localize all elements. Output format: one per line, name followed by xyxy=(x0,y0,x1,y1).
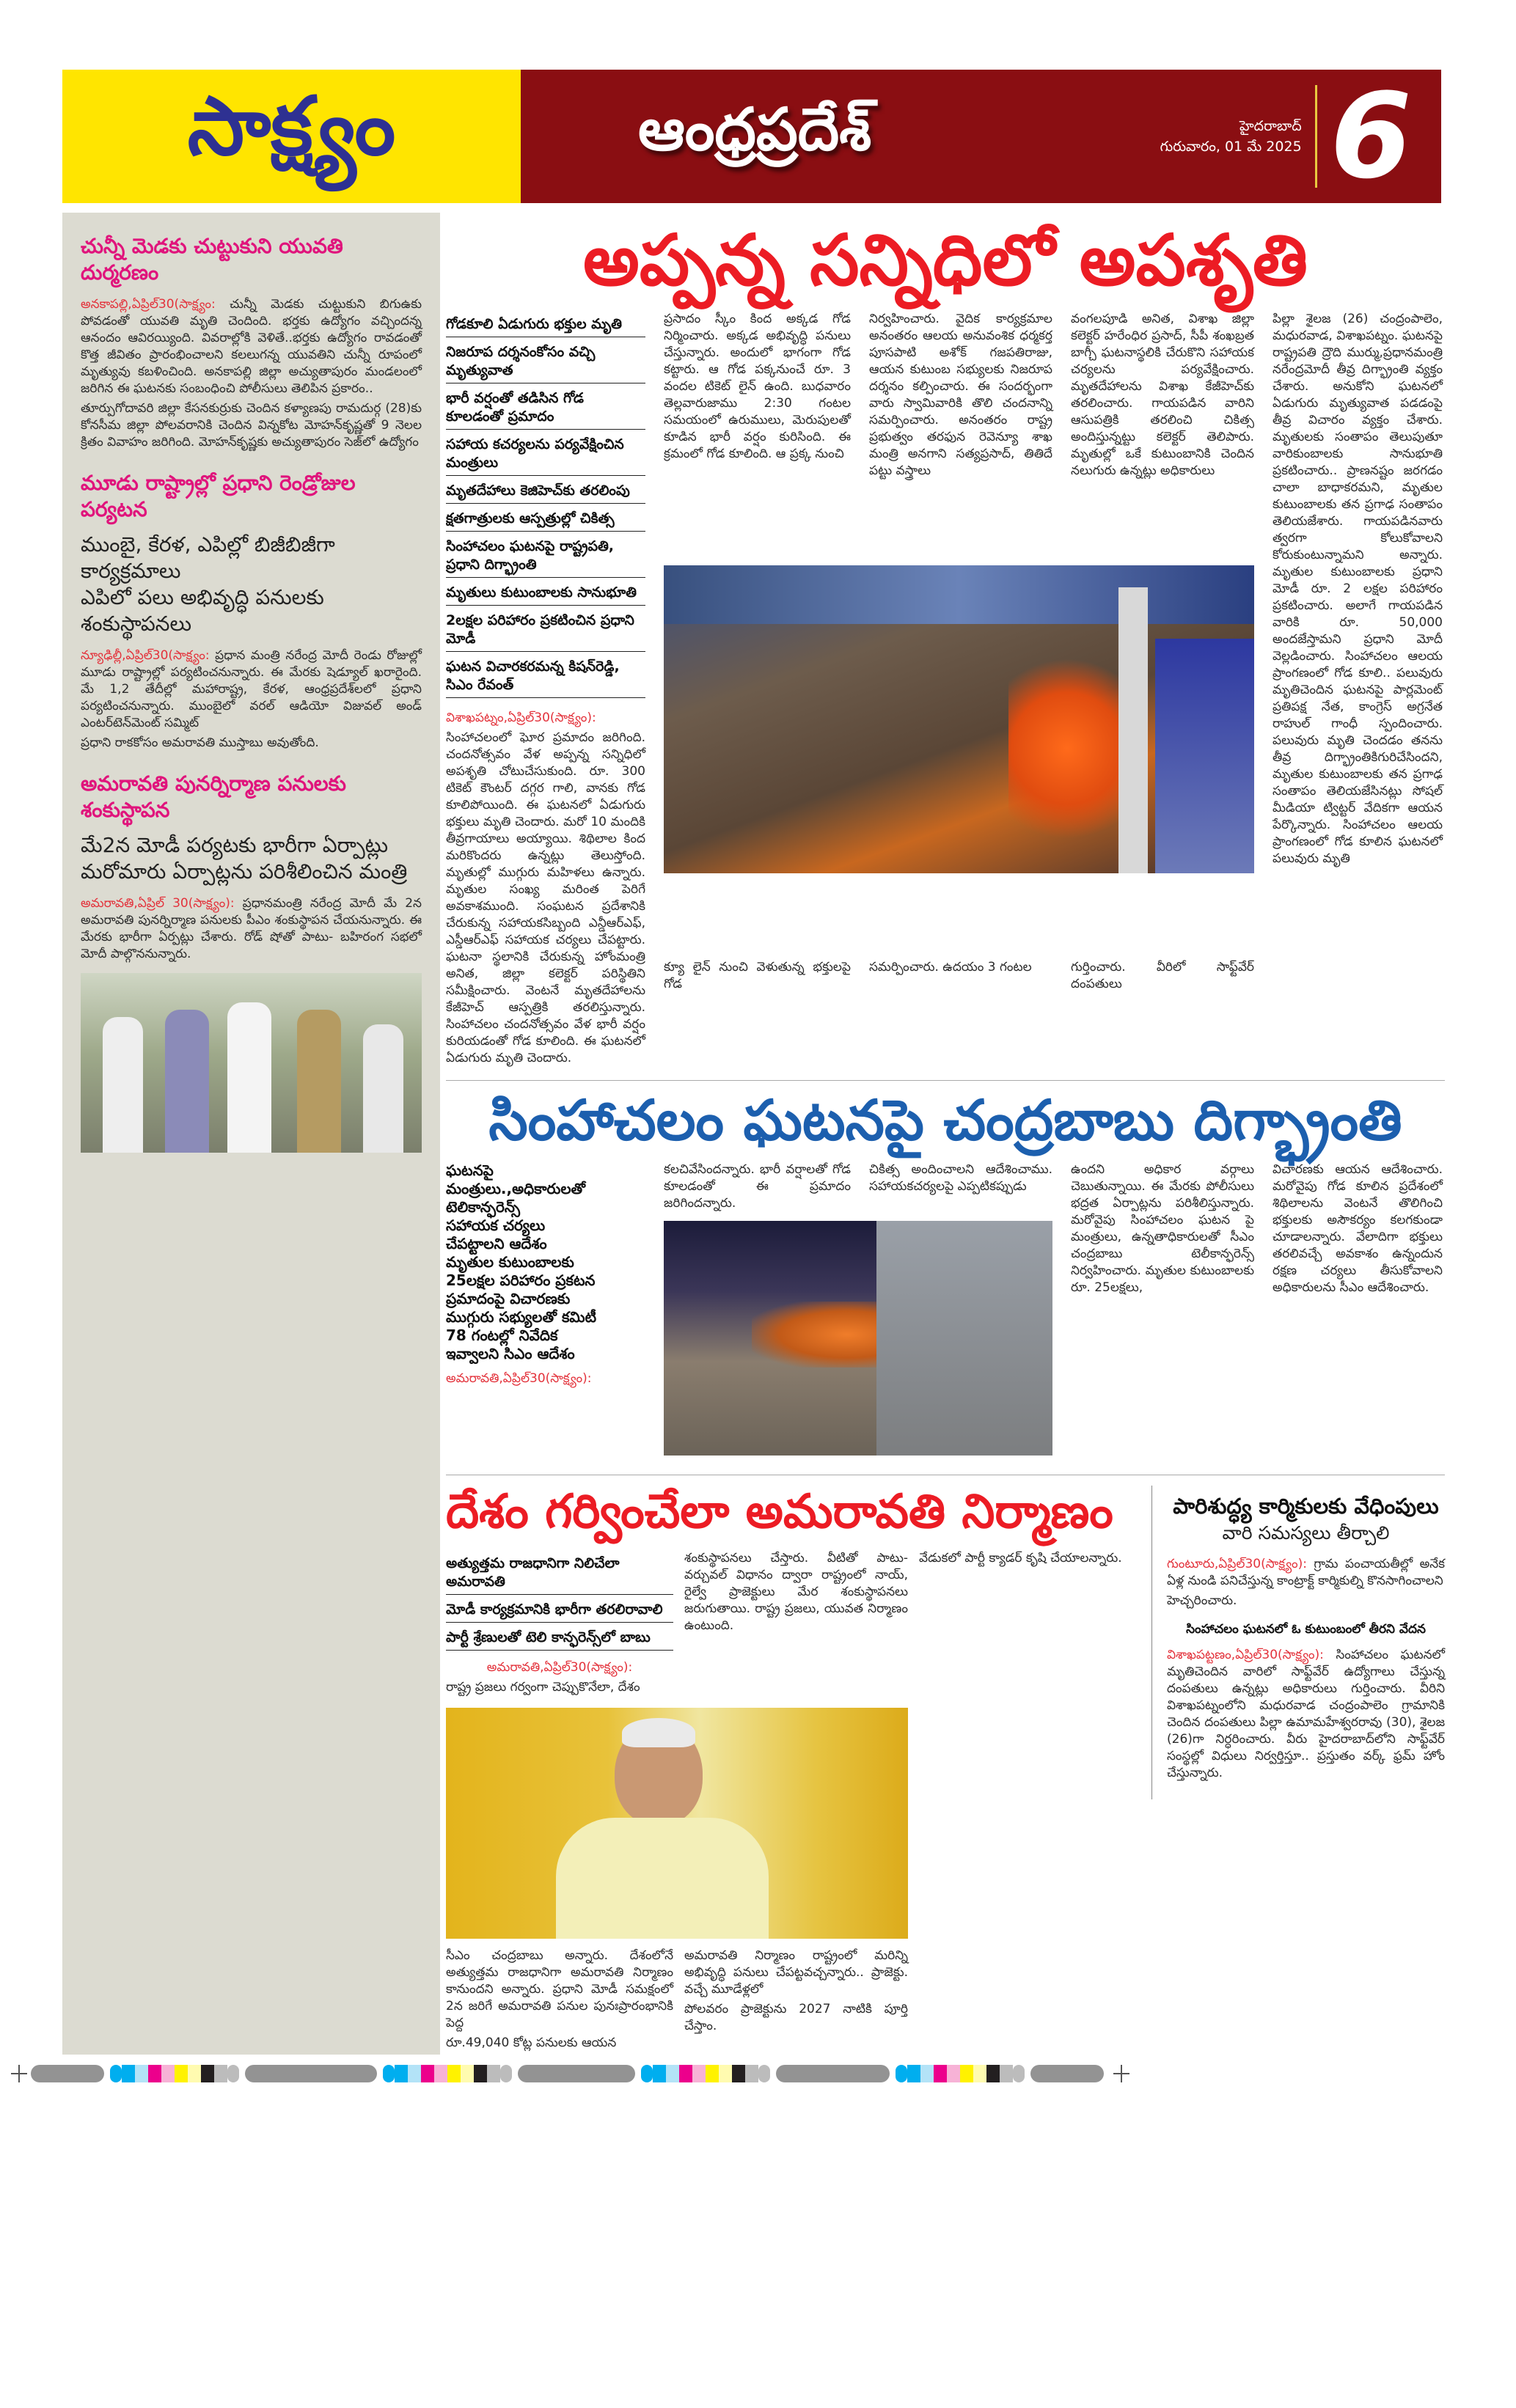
print-color-bar xyxy=(11,2065,1507,2082)
subhead-line: ఎపిలో పలు అభివృద్ధి పనులకు శంకుస్థాపనలు xyxy=(81,585,324,636)
main-column xyxy=(446,213,1445,2055)
gray-bar xyxy=(1030,2065,1104,2082)
paragraph: అమరావతి నిర్మాణం రాష్ట్రంలో మరిన్ని అభివృద్ధి పనులు చేపట్టవచ్చన్నారు.. ప్రాజెక్టు. వచ్చే మూడేళ్లలో xyxy=(684,1948,908,1997)
paragraph: రాష్ట్ర ప్రజలు గర్వంగా చెప్పుకొనేలా, దేశం xyxy=(446,1680,640,1695)
story3 xyxy=(446,1478,1139,2055)
color-swatch xyxy=(383,2065,395,2082)
paragraph: సింహాచలం ఘటనలో మృతిచెందిన వారిలో సాఫ్ట్‌వేర్ ఉద్యోగాలు చేస్తున్న దంపతులు ఉన్నట్లు అధికారులు గుర్తించారు. వీరిని విశాఖపట్నంలోని మధురవాడ చంద్రంపాలెం గ్రామానికి చెందిన దంపతులు పిల్లా ఉమామహేశ్వరరావు (30), శైలజ (26)గా నిర్ధరించారు. వీరు హైదరాబాద్‌లోని సాఫ్ట్‌వేర్ సంస్థల్లో విధులు నిర్వర్తిస్తూ.. ప్రస్తుతం వర్క్ ఫ్రమ్ హోం చేస్తున్నారు. xyxy=(1167,1648,1445,1780)
registration-mark-icon xyxy=(1113,2065,1129,2082)
story2-headline: సింహాచలం ఘటనపై చంద్రబాబు దిగ్భ్రాంతి xyxy=(488,1087,1402,1153)
section-band xyxy=(521,67,1441,205)
paragraph: గ్రామ పంచాయతీల్లో అనేక ఏళ్ల నుండి పనిచేస్తున్న కాంట్రాక్ట్ కార్మికుల్ని కొనసాగించాలని xyxy=(1167,1557,1446,1588)
color-swatch xyxy=(732,2065,745,2082)
color-swatch xyxy=(474,2065,487,2082)
subhead: మోడీ కార్యక్రమానికి భారీగా తరలిరావాలి xyxy=(446,1596,673,1623)
color-swatch xyxy=(653,2065,666,2082)
color-swatch xyxy=(161,2065,175,2082)
color-swatch xyxy=(973,2065,986,2082)
subhead-line: మే2న మోడీ పర్యటకు భారీగా ఏర్పాట్లు xyxy=(81,833,389,857)
sidebar-story3-headline: అమరావతి పునర్నిర్మాణ పనులకు శంకుస్థాపన xyxy=(81,771,346,822)
subhead-line: ముంబై, కేరళ, ఎపిల్లో బిజీబిజీగా కార్యక్రమాలు xyxy=(81,532,335,583)
color-swatch xyxy=(135,2065,148,2082)
subhead: సహాయ కచర్యలను పర్యవేక్షించిన మంత్రులు xyxy=(446,431,645,476)
right-box-sub-headline: సింహాచలం ఘటనలో ఓ కుటుంబంలో తీరని వేదన xyxy=(1186,1622,1426,1637)
color-swatch xyxy=(148,2065,161,2082)
right-box-body xyxy=(1167,1556,1445,1609)
paragraph: సింహాచలంలో ఘోర ప్రమాదం జరిగింది. చందనోత్సవం వేళ అప్పన్న సన్నిధిలో అపశృతి చోటుచేసుకుంది. రూ. 300 టికెట్ కౌంటర్ దగ్గర గాలి, వానకు గోడ కూలిపోయింది. ఈ ఘటనలో ఏడుగురు భక్తులు మృతి చెందారు. మరో 10 మందికి తీవ్రగాయాలు అయ్యాయి. శిథిలాల కింద మరికొందరు ఉన్నట్లు తెలుస్తోంది. మృతుల్లో ముగ్గురు మహిళలు ఉన్నారు. మృతుల సంఖ్య మరింత పెరిగే అవకాశముంది. సంఘటన ప్రదేశానికి చేరుకున్న సహాయకసిబ్బంది ఎన్డీఆర్ఎఫ్, ఎస్డీఆర్ఎఫ్ సహాయక చర్యలు చేపట్టారు. ఘటనా స్థలానికి చేరుకున్న హోంమంత్రి అనిత, జిల్లా కలెక్టర్ పరిస్థితిని సమీక్షించారు. వెంటనే మృతదేహాలను కేజీహెచ్ ఆస్పత్రికి తరలిస్తున్నారు. సింహాచలం చందనోత్సవం వేళ భారీ వర్షం కురియడంతో గోడ కూలింది. ఈ ఘటనలో ఏడుగురు మృతి చెందారు. xyxy=(446,730,645,1065)
paragraph: ప్రధానమంత్రి నరేంద్ర మోదీ మే 2న అమరావతి పునర్నిర్మాణ పనులకు పీఎం శంకుస్థాపన చేయనున్నారు. ఈ మేరకు భారీగా ఏర్పట్లు చేశారు. రోడ్ షోతో పాటు- బహిరంగ సభలో మోదీ పాల్గొననున్నారు. xyxy=(81,896,422,961)
lead-col3-bottom: సమర్పించారు. ఉదయం 3 గంటల xyxy=(869,960,1032,974)
subhead: ముగ్గురు సభ్యులతో కమిటీ xyxy=(446,1308,597,1326)
color-swatch xyxy=(758,2065,770,2082)
paragraph: సీఎం చంద్రబాబు అన్నారు. దేశంలోనే అత్యుత్తమ రాజధానిగా అమరావతి నిర్మాణం కానుందని అన్నారు. ప్రధాని మోడీ సమక్షంలో 2న జరిగే అమరావతి పనుల పునఃప్రారంభానికి పెద్ద xyxy=(446,1948,673,2030)
gray-bar xyxy=(31,2065,104,2082)
sidebar-photo-officials xyxy=(81,973,422,1153)
paragraph: ప్రధాన మంత్రి నరేంద్ర మోదీ రెండు రోజుల్లో మూడు రాష్ట్రాల్లో పర్యటించనున్నారు. ఈ మేరకు షెడ్యూల్ ఖరారైంది. మే 1,2 తేదీల్లో మహారాష్ట్ర, కేరళ, ఆంధ్రప్రదేశ్‌లలో ప్రధాని పర్యటించనున్నారు. ముంబైలో వరల్ ఆడియో విజువల్ అండ్ ఎంటర్‌టెన్‌మెంట్ సమ్మిట్ xyxy=(81,648,422,730)
story3-col2-end: పోలవరం ప్రాజెక్టును 2027 నాటికి పూర్తి చేస్తాం. xyxy=(684,2002,908,2033)
color-swatch xyxy=(960,2065,973,2082)
subhead: గోడకూలి ఏడుగురు భక్తుల మృతి xyxy=(446,311,645,337)
story2-col5: విచారణకు ఆయన ఆదేశించారు. మరోవైపు గోడ కూలిన ప్రదేశంలో శిథిలాలను వెంటనే తొలిగించి భక్తులకు అసౌకర్యం కలగకుండా చూడాలన్నారు. వేలాదిగా భక్తులు తరలివచ్చే అవకాశం ఉన్నందున రక్షణ చర్యలు తీసుకోవాలని అధికారులను సీఎం ఆదేశించారు. xyxy=(1273,1162,1443,1295)
story3-col2-bottom xyxy=(684,1948,908,2038)
story3-headline: దేశం గర్వించేలా అమరావతి నిర్మాణం xyxy=(446,1485,1113,1539)
lead-col1-body xyxy=(446,710,645,1067)
sidebar-story2 xyxy=(81,470,422,752)
color-swatch xyxy=(896,2065,907,2082)
story2-photo-collapsed-wall xyxy=(664,1221,1052,1456)
lead-story xyxy=(446,311,1445,1070)
story3-photo-chief-minister xyxy=(446,1708,908,1939)
color-swatch xyxy=(934,2065,947,2082)
dateline: గుంటూరు,ఏప్రిల్30(సాక్ష్యం): xyxy=(1167,1557,1307,1571)
lead-subheads xyxy=(446,311,645,698)
subhead: ప్రమాదంపై విచారణకు xyxy=(446,1290,571,1307)
subhead: భారీ వర్షంతో తడిసిన గోడ కూలడంతో ప్రమాదం xyxy=(446,385,645,430)
sidebar-story1-body xyxy=(81,296,422,451)
page-content xyxy=(62,213,1445,2055)
story2-col4: ఉందని అధికార వర్గాలు చెబుతున్నాయి. ఈ మేరకు పోలీసులు భద్రత ఏర్పాట్లను పరిశీలిస్తున్నారు. మరోవైపు సింహాచలం ఘటన పై మంత్రులు, ఉన్నతాధికారులతో సీఎం చంద్రబాబు టెలీకాన్ఫరెన్స్ నిర్వహించారు. మృతుల కుటుంబాలకు రూ. 25లక్షలు, xyxy=(1071,1162,1254,1295)
color-swatch xyxy=(1000,2065,1013,2082)
subhead: మృతుల కుటుంబాలకు xyxy=(446,1253,574,1271)
lead-col1 xyxy=(446,311,645,1070)
subhead: ఇవ్వాలని సిఎం ఆదేశం xyxy=(446,1345,575,1362)
color-swatch xyxy=(408,2065,421,2082)
subhead: 2లక్షల పరిహారం ప్రకటించిన ప్రధాని మోడీ xyxy=(446,607,645,652)
story3-col2-top: శంకుస్థాపనలు చేస్తారు. వీటితో పాటు- వర్చువల్ విధానం ద్వారా రాష్ట్రంలో నాయ్, రైల్వే ప్రాజెక్టులు మేర శంకుస్థాపనలు జరుగుతాయి. రాష్ట్ర ప్రజలు, యువత నిర్మాణం ఉంటుంది. xyxy=(684,1551,908,1633)
right-box-subhead: వారి సమస్యలు తీర్చాలి xyxy=(1222,1522,1390,1543)
subhead-line: మరోమారు ఏర్పాట్లను పరిశీలించిన మంత్రి xyxy=(81,859,408,884)
story3-col1-top xyxy=(446,1550,673,1699)
dateline: అమరావతి,ఏప్రిల్ 30(సాక్ష్యం): xyxy=(81,896,235,911)
story3-col3-end: వేడుకలో పార్టీ క్యాడర్ కృషి చేయాలన్నారు. xyxy=(919,1551,1122,1565)
subhead: పార్టీ శ్రేణులతో టెలి కాన్ఫరెన్స్‌లో బాబు xyxy=(446,1624,673,1651)
subhead: మంత్రులు.,అధికారులతో xyxy=(446,1180,586,1197)
right-box-body2 xyxy=(1167,1647,1445,1782)
story2 xyxy=(446,1161,1445,1464)
edition-city: హైదరాబాద్ xyxy=(1239,118,1302,134)
lead-col4-top: వంగలపూడి అనిత, విశాఖ జిల్లా కలెక్టర్ హరేంధిర ప్రసాద్, సీపీ శంఖబ్రత బాగ్చీ ఘటనాస్థలికి చేరుకొని సహాయక చర్యలను పర్యవేక్షించారు. మృతదేహాలను విశాఖ కేజీహెచ్‌కు తరలించారు. గాయపడిన వారిని ఆసుపత్రికి తరలించి చికిత్స అందిస్తున్నట్టు కలెక్టర్ తెలిపారు. మృతుల్లో ఒకే కుటుంబానికి చెందిన నలుగురు ఉన్నట్లు అధికారులు xyxy=(1071,312,1254,478)
color-swatch xyxy=(986,2065,1000,2082)
color-swatch xyxy=(461,2065,474,2082)
color-swatch xyxy=(745,2065,758,2082)
subhead: 78 గంటల్లో నివేదిక xyxy=(446,1326,558,1344)
subhead: టెలికాన్ఫరెన్స్ xyxy=(446,1198,521,1216)
subhead: క్షతగాత్రులకు ఆస్పత్రుల్లో చికిత్స xyxy=(446,505,645,532)
masthead xyxy=(62,67,1441,205)
subhead: సింహాచలం ఘటనపై రాష్ట్రపతి, ప్రధాని దిగ్భ్రాంతి xyxy=(446,533,645,578)
dateline: విశాఖపట్నం,ఏప్రిల్30(సాక్ష్యం): xyxy=(446,711,596,725)
logo-text: సాక్ష్యం xyxy=(187,79,396,173)
subhead: సహాయక చర్యలు xyxy=(446,1216,546,1234)
sidebar-story3 xyxy=(81,771,422,1153)
gray-bar xyxy=(245,2065,377,2082)
dateline: అమరావతి,ఏప్రిల్30(సాక్ష్యం): xyxy=(446,1371,592,1386)
color-swatch xyxy=(719,2065,732,2082)
subhead: మృతదేహాలు కెజిహెచ్‌కు తరలింపు xyxy=(446,477,645,504)
color-swatch xyxy=(110,2065,122,2082)
gray-bar xyxy=(518,2065,635,2082)
color-swatch xyxy=(666,2065,679,2082)
story2-subheads xyxy=(446,1161,645,1363)
paragraph: ప్రధాని రాకకోసం అమరావతి ముస్తాబు అవుతోంది. xyxy=(81,735,319,750)
story3-subheads xyxy=(446,1550,673,1651)
story3-col3 xyxy=(919,1550,1139,1570)
story3-lead xyxy=(446,1659,673,1696)
newspaper-logo xyxy=(62,70,521,203)
color-swatch xyxy=(175,2065,188,2082)
color-swatch xyxy=(201,2065,214,2082)
dateline: న్యూఢిల్లీ,ఏప్రిల్30(సాక్ష్యం: xyxy=(81,648,210,663)
subhead: మృతులు కుటుంబాలకు సానుభూతి xyxy=(446,579,645,606)
subhead: అత్యుత్తమ రాజధానిగా నిలిచేలా అమరావతి xyxy=(446,1550,673,1595)
right-box-body-end: హెచ్చరించారు. xyxy=(1167,1593,1237,1608)
dateline: విశాఖపట్టణం,ఏప్రిల్30(సాక్ష్యం): xyxy=(1167,1648,1324,1662)
subhead: ఘటనపై xyxy=(446,1161,494,1179)
story2-col2-top: కలచివేసిందన్నారు. భారీ వర్షాలతో గోడ కూలడంతో ఈ ప్రమాదం జరిగిందన్నారు. xyxy=(664,1162,851,1211)
color-swatch xyxy=(706,2065,719,2082)
sidebar-story1-headline: చున్నీ మెడకు చుట్టుకుని యువతి దుర్మరణం xyxy=(81,234,343,285)
color-swatch xyxy=(1013,2065,1025,2082)
lead-col5: పిల్లా శైలజ (26) చంద్రంపాలెం, మధురవాడ, విశాఖపట్నం. ఘటనపై రాష్ట్రపతి ద్రౌది ముర్ము,ప్రధానమంత్రి నరేంద్రమోదీ తీవ్ర దిగ్భ్రాంతి వ్యక్తం చేశారు. అనుకోని ఘటనలో ఏడుగురు మృత్యువాత పడడంపై తీవ్ర విచారం వ్యక్తం చేశారు. మృతులకు సంతాపం తెలుపుతూ వారికుంబాలకు సానుభూతి ప్రకటించారు.. ప్రాణనష్టం జరగడం చాలా బాధాకరమని, మృతుల కుటుంబాలకు తన ప్రగాఢ సంతాపం తెలియజేశారు. గాయపడినవారు త్వరగా కోలుకోవాలని కోరుకుంటున్నామని అన్నారు. మృతుల కుటుంబాలకు ప్రధాని మోడీ రూ. 2 లక్షల పరిహారం ప్రకటించారు. అలాగే గాయపడిన వారికి రూ. 50,000 అందజేస్తామని ప్రధాని మోదీ వెల్లడించారు. సింహాచలం ఆలయ ప్రాంగణంలో గోడ కూలి.. పలువురు మృతిచెందిన ఘటనపై పార్లమెంట్ ప్రతిపక్ష నేత, కాంగ్రెస్ అగ్రనేత రాహుల్ గాంధీ స్పందించారు. పలువురు మృతి చెందడం తనను తీవ్ర దిగ్భ్రాంతికిగురిచేసిందని, మృతుల కుటుంబాలకు తన ప్రగాఢ సంతాపం తెలియజేసినట్లు సోషల్ మీడియా ట్విట్టర్ వేదికగా ఆయన పేర్కొన్నారు. సింహాచలం ఆలయ ప్రాంగణంలో గోడ కూలిన ఘటనలో పలువురు మృతి xyxy=(1273,312,1443,866)
sidebar-story1 xyxy=(81,233,422,451)
lead-photo-rescue-operation xyxy=(664,565,1254,873)
paragraph: చున్నీ మెడకు చుట్టుకుని బిగుఉకు పోవడంతో యువతి మృతి చెందింది. భర్తకు ఉద్యోగం వచ్చిందన్న ఆనందం ఆవిరయ్యింది. వివరాల్లోకి వెళితే..భర్తకు ఉద్యోగం రావడంతో కొత్త జీవితం ప్రారంభించాలని కలలుగన్న యువతిని చున్నీ రూపంలో మృత్యువు కబళించింది. అనకాపల్లి జిల్లా అచ్యుతాపురం మండలంలో జరిగిన ఈ ఘటనకు సంబంధించి పోలీసులు తెలిపిన ప్రకారం.. xyxy=(81,297,422,396)
color-swatch xyxy=(214,2065,227,2082)
color-swatch xyxy=(227,2065,239,2082)
story3-col1-end: రూ.49,040 కోట్ల పనులకు ఆయన xyxy=(446,2036,617,2050)
color-swatch xyxy=(641,2065,653,2082)
sidebar-story2-headline: మూడు రాష్ట్రాల్లో ప్రధాని రెండ్రోజుల పర్యటన xyxy=(81,471,356,521)
gray-bar xyxy=(776,2065,890,2082)
story3-columns xyxy=(446,1550,1139,2055)
sidebar xyxy=(62,213,440,2055)
sidebar-story2-subhead xyxy=(81,532,422,637)
color-swatch xyxy=(447,2065,461,2082)
section-title: ఆంధ్రప్రదేశ్ xyxy=(638,95,872,164)
color-swatch xyxy=(500,2065,512,2082)
edition-date: గురువారం, 01 మే 2025 xyxy=(1160,139,1302,155)
subhead: 25లక్షల పరిహారం ప్రకటన xyxy=(446,1271,596,1289)
color-swatch xyxy=(487,2065,500,2082)
dateline: అనకాపల్లి,ఏప్రిల్30(సాక్ష్యం: xyxy=(81,297,216,312)
subhead: ఘటన విచారకరమన్న కిషన్‌రెడ్డి, సిఎం రేవంత్ xyxy=(446,653,645,698)
divider xyxy=(1315,85,1317,188)
story3-col1-bottom xyxy=(446,1948,673,2055)
right-box-story xyxy=(1151,1486,1445,1799)
dateline: అమరావతి,ఏప్రిల్30(సాక్ష్యం): xyxy=(486,1660,633,1675)
sidebar-story2-body xyxy=(81,647,422,752)
lead-col3-top: నిర్వహించారు. వైదిక కార్యక్రమాల అనంతరం ఆలయ అనువంశిక ధర్మకర్త పూసపాటి అశోక్ గజపతిరాజు, ఆయన కుటుంబ సభ్యులకు నిజరూప దర్శనం కల్పించారు. ఈ సందర్భంగా వారు స్వామివారికి తొలి చందనాన్ని సమర్పించారు. అనంతరం రాష్ట్ర ప్రభుత్వం తరఫున రెవెన్యూ శాఖ మంత్రి అనగాని సత్యప్రసాద్, తితిదే పట్టు వస్త్రాలు xyxy=(869,312,1052,478)
color-swatch xyxy=(679,2065,692,2082)
story2-col1 xyxy=(446,1161,645,1387)
sidebar-story3-body xyxy=(81,895,422,963)
color-swatch xyxy=(395,2065,408,2082)
sidebar-story3-subhead xyxy=(81,832,422,885)
story3-row xyxy=(446,1478,1445,2055)
color-swatch xyxy=(920,2065,934,2082)
divider xyxy=(446,1080,1445,1081)
color-swatch xyxy=(692,2065,706,2082)
story2-col3-top: చికిత్స అందించాలని ఆదేశించాము. సహాయకచర్యలపై ఎప్పటికప్పుడు xyxy=(869,1162,1052,1194)
subhead: నిజరూప దర్శనంకోసం వచ్చి మృత్యువాత xyxy=(446,339,645,383)
color-swatch xyxy=(421,2065,434,2082)
lead-col2-top: ప్రసాదం స్కీం కింద అక్కడ గోడ నిర్మించారు. అక్కడ అభివృద్ధి పనులు చేస్తున్నారు. అందులో భాగంగా గోడ కట్టారు. ఆ గోడ పక్కనుంచే రూ. 3 వందల టికెట్ లైన్ ఉంది. బుధవారం తెల్లవారుజాము 2:30 గంటల సమయంలో ఉరుములు, మెరుపులతో కూడిన భారీ వర్షం కురిసింది. ఈ క్రమంలో గోడ కూలింది. ఆ ప్రక్క నుంచి xyxy=(664,312,851,461)
color-swatch xyxy=(188,2065,201,2082)
paragraph: తూర్పుగోదావరి జిల్లా కేసనకుర్రుకు చెందిన కళ్యాణపు రామదుర్గ (28)కు కోనసీమ జిల్లా పోలవరానికి చెందిన విన్నకోట మోహన్‌కృష్ణతో 9 నెలల క్రితం వివాహం జరిగింది. మోహన్‌కృష్ణకు అచ్యుతాపురం సెజ్‌లో ఉద్యోగం xyxy=(81,401,422,449)
subhead: చేపట్టాలని ఆదేశం xyxy=(446,1235,547,1252)
lead-col2-bottom: క్యూ లైన్ నుంచి వెళుతున్న భక్తులపై గోడ xyxy=(664,960,851,991)
registration-mark-icon xyxy=(11,2065,27,2082)
color-swatch xyxy=(434,2065,447,2082)
right-box-headline: పారిశుద్ధ్య కార్మికులకు వేధింపులు xyxy=(1173,1494,1439,1519)
color-swatch xyxy=(122,2065,135,2082)
color-swatch xyxy=(907,2065,920,2082)
color-swatch xyxy=(947,2065,960,2082)
page-number: 6 xyxy=(1330,67,1412,205)
edition-info xyxy=(1160,116,1302,157)
lead-headline: అప్పన్న సన్నిధిలో అపశృతి xyxy=(583,219,1308,301)
lead-col4-bottom: గుర్తించారు. వీరిలో సాఫ్ట్‌వేర్ దంపతులు xyxy=(1071,960,1254,991)
